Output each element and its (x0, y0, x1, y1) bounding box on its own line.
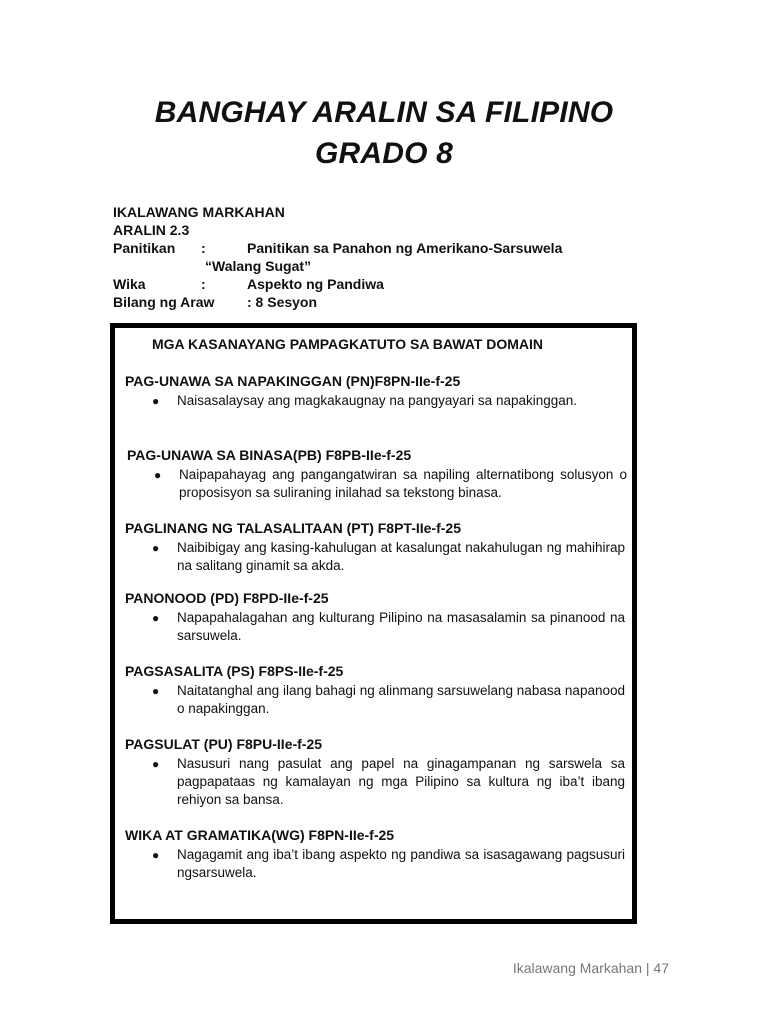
panitikan-colon: : (201, 240, 206, 256)
panitikan-value: Panitikan sa Panahon ng Amerikano-Sarsuwela (247, 240, 563, 256)
quarter-label: IKALAWANG MARKAHAN (113, 204, 285, 220)
lesson-label: ARALIN 2.3 (113, 222, 190, 238)
section-text: Naisasalaysay ang magkakaugnay na pangyayari sa napakinggan. (177, 393, 578, 408)
bullet-icon: ● (152, 394, 160, 408)
section-heading: PAGSASALITA (PS) F8PS-IIe-f-25 (125, 663, 344, 679)
section-wg (125, 826, 625, 882)
section-text: Nasusuri nang pasulat ang papel na ginagampanan ng sarswela sa pagpapataas ng kamalayan ng mga Pilipino sa kultura ng iba’t ibang rehiyon sa bansa. (177, 756, 625, 807)
wika-label: Wika (113, 276, 146, 292)
section-pd (125, 589, 625, 645)
section-text: Naitatanghal ang ilang bahagi ng alinmang sarsuwelang nabasa napanood o napakinggan. (177, 683, 625, 716)
bullet-icon: ● (152, 848, 160, 862)
section-text: Nagagamit ang iba’t ibang aspekto ng pandiwa sa isasagawang pagsusuri ngsarsuwela. (177, 847, 625, 880)
section-heading: PAG-UNAWA SA NAPAKINGGAN (PN)F8PN-IIe-f-25 (125, 373, 461, 389)
section-text: Napapahalagahan ang kulturang Pilipino na masasalamin sa pinanood na sarsuwela. (177, 610, 625, 643)
panitikan-row (113, 239, 562, 257)
section-pb (127, 446, 627, 502)
section-heading: WIKA AT GRAMATIKA(WG) F8PN-IIe-f-25 (125, 827, 395, 843)
box-heading: MGA KASANAYANG PAMPAGKATUTO SA BAWAT DOMAIN (152, 336, 543, 352)
araw-row (113, 293, 562, 311)
section-ps (125, 662, 625, 718)
panitikan-label: Panitikan (113, 240, 176, 256)
araw-value: : 8 Sesyon (247, 294, 318, 310)
araw-label: Bilang ng Araw (113, 294, 215, 310)
section-text: Naibibigay ang kasing-kahulugan at kasalungat nakahulugan ng mahihirap na salitang ginamit sa akda. (177, 540, 625, 573)
wika-colon: : (201, 276, 206, 292)
bullet-icon: ● (152, 541, 160, 555)
bullet-icon: ● (152, 684, 160, 698)
wika-value: Aspekto ng Pandiwa (247, 276, 384, 292)
section-heading: PANONOOD (PD) F8PD-IIe-f-25 (125, 590, 329, 606)
section-pt (125, 519, 625, 575)
bullet-icon: ● (154, 468, 162, 482)
section-heading: PAGLINANG NG TALASALITAAN (PT) F8PT-IIe-f-25 (125, 520, 461, 536)
lesson-meta (113, 203, 562, 311)
page-footer: Ikalawang Markahan | 47 (512, 960, 669, 976)
bullet-icon: ● (152, 757, 160, 771)
competencies-box (110, 323, 637, 924)
bullet-icon: ● (152, 611, 160, 625)
section-heading: PAG-UNAWA SA BINASA(PB) F8PB-IIe-f-25 (127, 447, 412, 463)
section-heading: PAGSULAT (PU) F8PU-IIe-f-25 (125, 736, 323, 752)
page-title: BANGHAY ARALIN SA FILIPINO (154, 96, 614, 129)
section-pn (125, 372, 625, 410)
panitikan-title: “Walang Sugat” (205, 258, 312, 274)
section-text: Naipapahayag ang pangangatwiran sa napiling alternatibong solusyon o proposisyon sa suliraning inilahad sa tekstong binasa. (179, 467, 627, 500)
page-subtitle: GRADO 8 (314, 137, 454, 170)
section-pu (125, 735, 625, 809)
wika-row (113, 275, 562, 293)
